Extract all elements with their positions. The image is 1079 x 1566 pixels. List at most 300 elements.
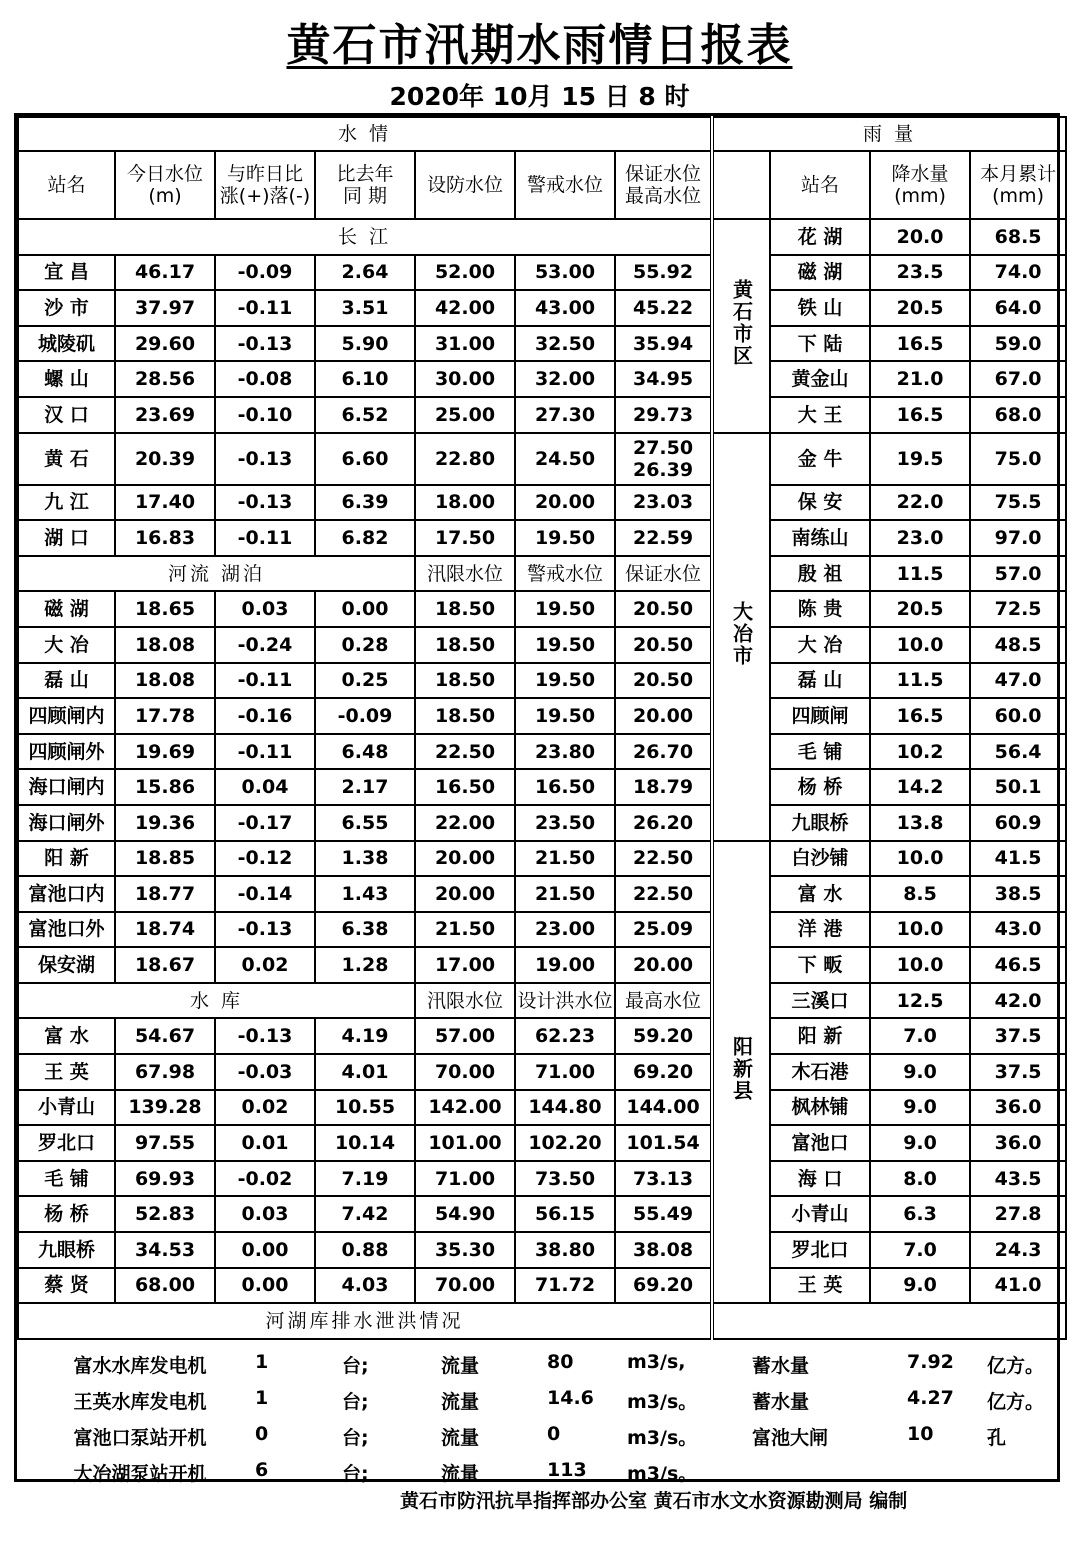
- drainage-unit: 台;: [342, 1462, 369, 1485]
- water-value: 21.50: [515, 876, 615, 912]
- rain-value: 8.0: [870, 1161, 970, 1197]
- water-column-header: 保证水位 最高水位: [615, 151, 712, 219]
- water-value: 10.14: [315, 1125, 415, 1161]
- station-name: 磁 湖: [18, 591, 115, 627]
- water-value: 3.51: [315, 290, 415, 326]
- drainage-unit: 台;: [342, 1354, 369, 1377]
- station-name: 阳 新: [18, 841, 115, 877]
- water-value: 52.00: [415, 255, 515, 291]
- section-row: [18, 983, 1066, 1019]
- rain-value: 16.5: [870, 326, 970, 362]
- water-value: 101.00: [415, 1125, 515, 1161]
- rain-value: 97.0: [970, 520, 1066, 556]
- water-value: 70.00: [415, 1054, 515, 1090]
- water-value: 20.00: [615, 698, 712, 734]
- water-value: 52.83: [115, 1196, 215, 1232]
- rain-station-name: 金 牛: [770, 433, 870, 485]
- drainage-extra-label: 富池大闸: [752, 1426, 829, 1449]
- rain-value: 38.5: [970, 876, 1066, 912]
- rain-value: 9.0: [870, 1125, 970, 1161]
- rain-value: 8.5: [870, 876, 970, 912]
- water-data-row: [18, 1125, 1066, 1161]
- water-value: 0.88: [315, 1232, 415, 1268]
- water-value: 19.50: [515, 663, 615, 699]
- water-value: 6.10: [315, 361, 415, 397]
- water-data-row: [18, 627, 1066, 663]
- water-data-row: [18, 1268, 1066, 1304]
- drainage-count: 0: [255, 1422, 269, 1445]
- drainage-count: 1: [255, 1350, 269, 1373]
- section-row: [18, 556, 1066, 592]
- water-value: 17.00: [415, 947, 515, 983]
- water-value: -0.14: [215, 876, 315, 912]
- water-value: 0.28: [315, 627, 415, 663]
- water-value: 16.50: [515, 769, 615, 805]
- station-name: 黄 石: [18, 433, 115, 485]
- rain-value: 10.0: [870, 841, 970, 877]
- drainage-extra-unit: 亿方。: [987, 1390, 1045, 1413]
- drainage-extra-label: 蓄水量: [752, 1390, 810, 1413]
- water-value: 19.50: [515, 520, 615, 556]
- water-value: 7.19: [315, 1161, 415, 1197]
- rain-station-name: 枫林铺: [770, 1090, 870, 1126]
- rain-value: 37.5: [970, 1018, 1066, 1054]
- water-value: -0.09: [215, 255, 315, 291]
- water-subsection-label: 河流 湖泊: [18, 556, 415, 592]
- water-value: -0.17: [215, 805, 315, 841]
- subsection-column-header: 设计洪水位: [515, 983, 615, 1019]
- water-value: 32.50: [515, 326, 615, 362]
- water-value: 55.49: [615, 1196, 712, 1232]
- drainage-extra-label: 蓄水量: [752, 1354, 810, 1377]
- station-name: 富池口内: [18, 876, 115, 912]
- rain-station-name: 磊 山: [770, 663, 870, 699]
- drainage-unit: 台;: [342, 1390, 369, 1413]
- water-value: 35.30: [415, 1232, 515, 1268]
- water-value: 62.23: [515, 1018, 615, 1054]
- water-data-row: [18, 663, 1066, 699]
- water-value: -0.12: [215, 841, 315, 877]
- rain-value: 6.3: [870, 1196, 970, 1232]
- water-value: 42.00: [415, 290, 515, 326]
- water-value: 7.42: [315, 1196, 415, 1232]
- water-value: 46.17: [115, 255, 215, 291]
- water-data-row: [18, 912, 1066, 948]
- rain-value: 10.0: [870, 947, 970, 983]
- water-value: 35.94: [615, 326, 712, 362]
- water-value: 29.73: [615, 397, 712, 433]
- rain-value: 60.9: [970, 805, 1066, 841]
- water-value: 25.09: [615, 912, 712, 948]
- water-value: 71.72: [515, 1268, 615, 1304]
- data-table: [17, 116, 1067, 1340]
- rain-station-name: 磁 湖: [770, 255, 870, 291]
- water-value: 22.50: [615, 876, 712, 912]
- water-value: -0.03: [215, 1054, 315, 1090]
- water-value: 0.25: [315, 663, 415, 699]
- water-value: -0.08: [215, 361, 315, 397]
- station-name: 汉 口: [18, 397, 115, 433]
- water-value: 18.74: [115, 912, 215, 948]
- water-value: 19.69: [115, 734, 215, 770]
- drainage-title-row: [18, 1303, 1066, 1339]
- drainage-flow-label: 流量: [441, 1390, 480, 1413]
- water-value: 0.00: [315, 591, 415, 627]
- water-value: 6.60: [315, 433, 415, 485]
- rain-value: 50.1: [970, 769, 1066, 805]
- water-value: 67.98: [115, 1054, 215, 1090]
- water-value: 20.50: [615, 627, 712, 663]
- water-value: -0.13: [215, 433, 315, 485]
- rain-station-name: 富池口: [770, 1125, 870, 1161]
- report-frame: [14, 113, 1060, 1485]
- drainage-name: 富水水库发电机: [73, 1354, 207, 1377]
- water-data-row: [18, 1161, 1066, 1197]
- rain-value: 12.5: [870, 983, 970, 1019]
- water-column-header: 比去年 同 期: [315, 151, 415, 219]
- rain-station-name: 海 口: [770, 1161, 870, 1197]
- district-label: 黄石市区: [712, 219, 770, 433]
- drainage-flow-unit: m3/s。: [627, 1462, 698, 1485]
- water-value: -0.11: [215, 520, 315, 556]
- water-value: 23.03: [615, 485, 712, 521]
- drainage-extra-unit: 亿方。: [987, 1354, 1045, 1377]
- rain-value: 7.0: [870, 1018, 970, 1054]
- water-data-row: [18, 698, 1066, 734]
- water-value: 20.50: [615, 591, 712, 627]
- water-value: 6.52: [315, 397, 415, 433]
- section-row: [18, 219, 1066, 255]
- drainage-extra-value: 10: [907, 1422, 934, 1445]
- drainage-extra-value: 4.27: [907, 1386, 954, 1409]
- rain-value: 41.5: [970, 841, 1066, 877]
- rain-station-name: 木石港: [770, 1054, 870, 1090]
- rain-value: 48.5: [970, 627, 1066, 663]
- subsection-column-header: 保证水位: [615, 556, 712, 592]
- rain-value: 59.0: [970, 326, 1066, 362]
- water-value: 22.00: [415, 805, 515, 841]
- rain-value: 41.0: [970, 1268, 1066, 1304]
- water-value: -0.11: [215, 734, 315, 770]
- rain-value: 16.5: [870, 397, 970, 433]
- rain-value: 57.0: [970, 556, 1066, 592]
- water-value: 18.00: [415, 485, 515, 521]
- station-name: 保安湖: [18, 947, 115, 983]
- water-value: 0.02: [215, 1090, 315, 1126]
- water-value: 20.50: [615, 663, 712, 699]
- drainage-flow: 0: [547, 1422, 561, 1445]
- water-value: 57.00: [415, 1018, 515, 1054]
- water-value: 144.00: [615, 1090, 712, 1126]
- water-value: 0.03: [215, 591, 315, 627]
- rain-station-name: 杨 桥: [770, 769, 870, 805]
- rain-value: 16.5: [870, 698, 970, 734]
- station-name: 沙 市: [18, 290, 115, 326]
- water-value: 27.50 26.39: [615, 433, 712, 485]
- drainage-flow: 14.6: [547, 1386, 594, 1409]
- water-subsection-label: 长 江: [18, 219, 712, 255]
- rain-station-name: 毛 铺: [770, 734, 870, 770]
- water-value: 101.54: [615, 1125, 712, 1161]
- drainage-flow-unit: m3/s。: [627, 1390, 698, 1413]
- water-value: 2.17: [315, 769, 415, 805]
- water-value: 102.20: [515, 1125, 615, 1161]
- water-value: 54.90: [415, 1196, 515, 1232]
- drainage-title: 河湖库排水泄洪情况: [18, 1303, 712, 1339]
- rain-value: 20.5: [870, 591, 970, 627]
- water-value: -0.09: [315, 698, 415, 734]
- rain-station-name: 花 湖: [770, 219, 870, 255]
- water-value: 18.08: [115, 663, 215, 699]
- rain-value: 11.5: [870, 556, 970, 592]
- water-value: 6.48: [315, 734, 415, 770]
- rain-value: 75.5: [970, 485, 1066, 521]
- water-value: 56.15: [515, 1196, 615, 1232]
- water-value: -0.10: [215, 397, 315, 433]
- water-value: 6.38: [315, 912, 415, 948]
- rain-value: 68.0: [970, 397, 1066, 433]
- rain-station-name: 四顾闸: [770, 698, 870, 734]
- station-name: 九 江: [18, 485, 115, 521]
- subsection-column-header: 警戒水位: [515, 556, 615, 592]
- water-value: 59.20: [615, 1018, 712, 1054]
- water-value: 73.50: [515, 1161, 615, 1197]
- district-label: 大冶市: [712, 433, 770, 841]
- water-data-row: [18, 520, 1066, 556]
- rain-value: 23.5: [870, 255, 970, 291]
- water-data-row: [18, 326, 1066, 362]
- water-value: 20.00: [415, 841, 515, 877]
- drainage-name: 富池口泵站开机: [73, 1426, 207, 1449]
- water-value: 22.50: [615, 841, 712, 877]
- water-value: 142.00: [415, 1090, 515, 1126]
- rain-station-name: 黄金山: [770, 361, 870, 397]
- water-value: 26.20: [615, 805, 712, 841]
- drainage-unit: 台;: [342, 1426, 369, 1449]
- water-value: 21.50: [415, 912, 515, 948]
- rain-station-name: 罗北口: [770, 1232, 870, 1268]
- rain-station-name: 陈 贵: [770, 591, 870, 627]
- water-value: 18.50: [415, 591, 515, 627]
- water-value: 19.50: [515, 627, 615, 663]
- district-column-header: [712, 151, 770, 219]
- water-value: 16.50: [415, 769, 515, 805]
- report-title: 黄石市汛期水雨情日报表: [286, 20, 793, 71]
- water-value: 5.90: [315, 326, 415, 362]
- water-value: 54.67: [115, 1018, 215, 1054]
- water-value: 68.00: [115, 1268, 215, 1304]
- water-value: 31.00: [415, 326, 515, 362]
- rain-value: 10.0: [870, 627, 970, 663]
- rain-value: 36.0: [970, 1125, 1066, 1161]
- drainage-name: 大冶湖泵站开机: [73, 1462, 207, 1485]
- rain-station-name: 王 英: [770, 1268, 870, 1304]
- rain-station-name: 三溪口: [770, 983, 870, 1019]
- water-value: 18.50: [415, 698, 515, 734]
- rain-value: 19.5: [870, 433, 970, 485]
- rain-value: 27.8: [970, 1196, 1066, 1232]
- water-value: 97.55: [115, 1125, 215, 1161]
- rain-value: 43.5: [970, 1161, 1066, 1197]
- water-value: 18.08: [115, 627, 215, 663]
- rain-station-name: 殷 祖: [770, 556, 870, 592]
- water-value: 18.50: [415, 663, 515, 699]
- footer-credit: 黄石市防汛抗旱指挥部办公室 黄石市水文水资源勘测局 编制: [400, 1490, 908, 1512]
- drainage-flow-unit: m3/s。: [627, 1426, 698, 1449]
- water-value: 19.00: [515, 947, 615, 983]
- water-value: 45.22: [615, 290, 712, 326]
- water-value: 19.50: [515, 698, 615, 734]
- water-value: 18.50: [415, 627, 515, 663]
- water-data-row: [18, 1232, 1066, 1268]
- rain-section-header: 雨 量: [712, 117, 1066, 151]
- station-name: 宜 昌: [18, 255, 115, 291]
- rain-value: 67.0: [970, 361, 1066, 397]
- water-value: 37.97: [115, 290, 215, 326]
- report-date: 2020年 10月 15 日 8 时: [389, 82, 690, 111]
- station-name: 四顾闸外: [18, 734, 115, 770]
- drainage-count: 1: [255, 1386, 269, 1409]
- water-value: 28.56: [115, 361, 215, 397]
- rain-value: 60.0: [970, 698, 1066, 734]
- rain-value: 68.5: [970, 219, 1066, 255]
- water-value: 139.28: [115, 1090, 215, 1126]
- rain-station-name: 白沙铺: [770, 841, 870, 877]
- water-data-row: [18, 290, 1066, 326]
- rain-station-name: 大 王: [770, 397, 870, 433]
- water-value: 32.00: [515, 361, 615, 397]
- water-value: 71.00: [415, 1161, 515, 1197]
- water-value: 4.01: [315, 1054, 415, 1090]
- rain-value: 37.5: [970, 1054, 1066, 1090]
- water-column-header: 警戒水位: [515, 151, 615, 219]
- water-value: 1.38: [315, 841, 415, 877]
- water-value: 20.00: [415, 876, 515, 912]
- water-column-header: 站名: [18, 151, 115, 219]
- water-data-row: [18, 1196, 1066, 1232]
- rain-station-name: 九眼桥: [770, 805, 870, 841]
- water-value: 1.43: [315, 876, 415, 912]
- water-value: 0.02: [215, 947, 315, 983]
- station-name: 富池口外: [18, 912, 115, 948]
- water-value: 4.19: [315, 1018, 415, 1054]
- water-value: 144.80: [515, 1090, 615, 1126]
- drainage-row: [17, 1416, 1057, 1452]
- rain-value: 43.0: [970, 912, 1066, 948]
- station-name: 罗北口: [18, 1125, 115, 1161]
- water-value: 21.50: [515, 841, 615, 877]
- water-data-row: [18, 876, 1066, 912]
- water-value: 16.83: [115, 520, 215, 556]
- water-value: -0.16: [215, 698, 315, 734]
- water-value: 0.00: [215, 1268, 315, 1304]
- water-data-row: [18, 361, 1066, 397]
- rain-station-name: 南练山: [770, 520, 870, 556]
- station-name: 毛 铺: [18, 1161, 115, 1197]
- rain-value: 21.0: [870, 361, 970, 397]
- rain-value: 9.0: [870, 1090, 970, 1126]
- water-value: 18.65: [115, 591, 215, 627]
- water-value: -0.11: [215, 663, 315, 699]
- water-value: 4.03: [315, 1268, 415, 1304]
- water-data-row: [18, 947, 1066, 983]
- rain-value: 47.0: [970, 663, 1066, 699]
- water-data-row: [18, 1018, 1066, 1054]
- rain-value: 10.2: [870, 734, 970, 770]
- drainage-flow-label: 流量: [441, 1354, 480, 1377]
- water-value: 17.40: [115, 485, 215, 521]
- water-value: -0.13: [215, 326, 315, 362]
- drainage-extra-value: 7.92: [907, 1350, 954, 1373]
- water-value: 17.50: [415, 520, 515, 556]
- water-subsection-label: 水 库: [18, 983, 415, 1019]
- rain-value: 46.5: [970, 947, 1066, 983]
- water-value: 0.00: [215, 1232, 315, 1268]
- water-section-header: 水 情: [18, 117, 712, 151]
- water-value: 34.95: [615, 361, 712, 397]
- water-value: 22.59: [615, 520, 712, 556]
- rain-station-name: 保 安: [770, 485, 870, 521]
- district-label: 阳新县: [712, 841, 770, 1304]
- rain-value: 20.5: [870, 290, 970, 326]
- header-row: [18, 117, 1066, 151]
- rain-station-name: 下 畈: [770, 947, 870, 983]
- water-data-row: [18, 255, 1066, 291]
- water-value: 24.50: [515, 433, 615, 485]
- water-value: 20.00: [515, 485, 615, 521]
- water-value: 71.00: [515, 1054, 615, 1090]
- water-value: 6.82: [315, 520, 415, 556]
- water-value: 69.20: [615, 1054, 712, 1090]
- subsection-column-header: 汛限水位: [415, 983, 515, 1019]
- rain-value: 11.5: [870, 663, 970, 699]
- water-column-header: 与昨日比 涨(+)落(-): [215, 151, 315, 219]
- water-value: 22.80: [415, 433, 515, 485]
- rain-value: 36.0: [970, 1090, 1066, 1126]
- water-data-row: [18, 397, 1066, 433]
- rain-column-header: 降水量 (mm): [870, 151, 970, 219]
- rain-value: 7.0: [870, 1232, 970, 1268]
- rain-value: 9.0: [870, 1268, 970, 1304]
- water-value: 2.64: [315, 255, 415, 291]
- water-value: 18.77: [115, 876, 215, 912]
- water-data-row: [18, 1090, 1066, 1126]
- water-value: 6.39: [315, 485, 415, 521]
- water-value: 17.78: [115, 698, 215, 734]
- drainage-flow: 113: [547, 1458, 587, 1481]
- water-data-row: [18, 805, 1066, 841]
- rain-station-name: 洋 港: [770, 912, 870, 948]
- rain-value: 75.0: [970, 433, 1066, 485]
- rain-value: 74.0: [970, 255, 1066, 291]
- water-value: 73.13: [615, 1161, 712, 1197]
- water-data-row: [18, 591, 1066, 627]
- water-value: -0.11: [215, 290, 315, 326]
- rain-station-name: 下 陆: [770, 326, 870, 362]
- drainage-extra-unit: 孔: [987, 1426, 1007, 1449]
- water-value: 29.60: [115, 326, 215, 362]
- water-value: 18.67: [115, 947, 215, 983]
- water-value: -0.02: [215, 1161, 315, 1197]
- water-value: 1.28: [315, 947, 415, 983]
- water-value: 19.36: [115, 805, 215, 841]
- station-name: 城陵矶: [18, 326, 115, 362]
- water-data-row: [18, 485, 1066, 521]
- subsection-column-header: 最高水位: [615, 983, 712, 1019]
- water-value: -0.13: [215, 1018, 315, 1054]
- station-name: 海口闸外: [18, 805, 115, 841]
- water-value: -0.13: [215, 485, 315, 521]
